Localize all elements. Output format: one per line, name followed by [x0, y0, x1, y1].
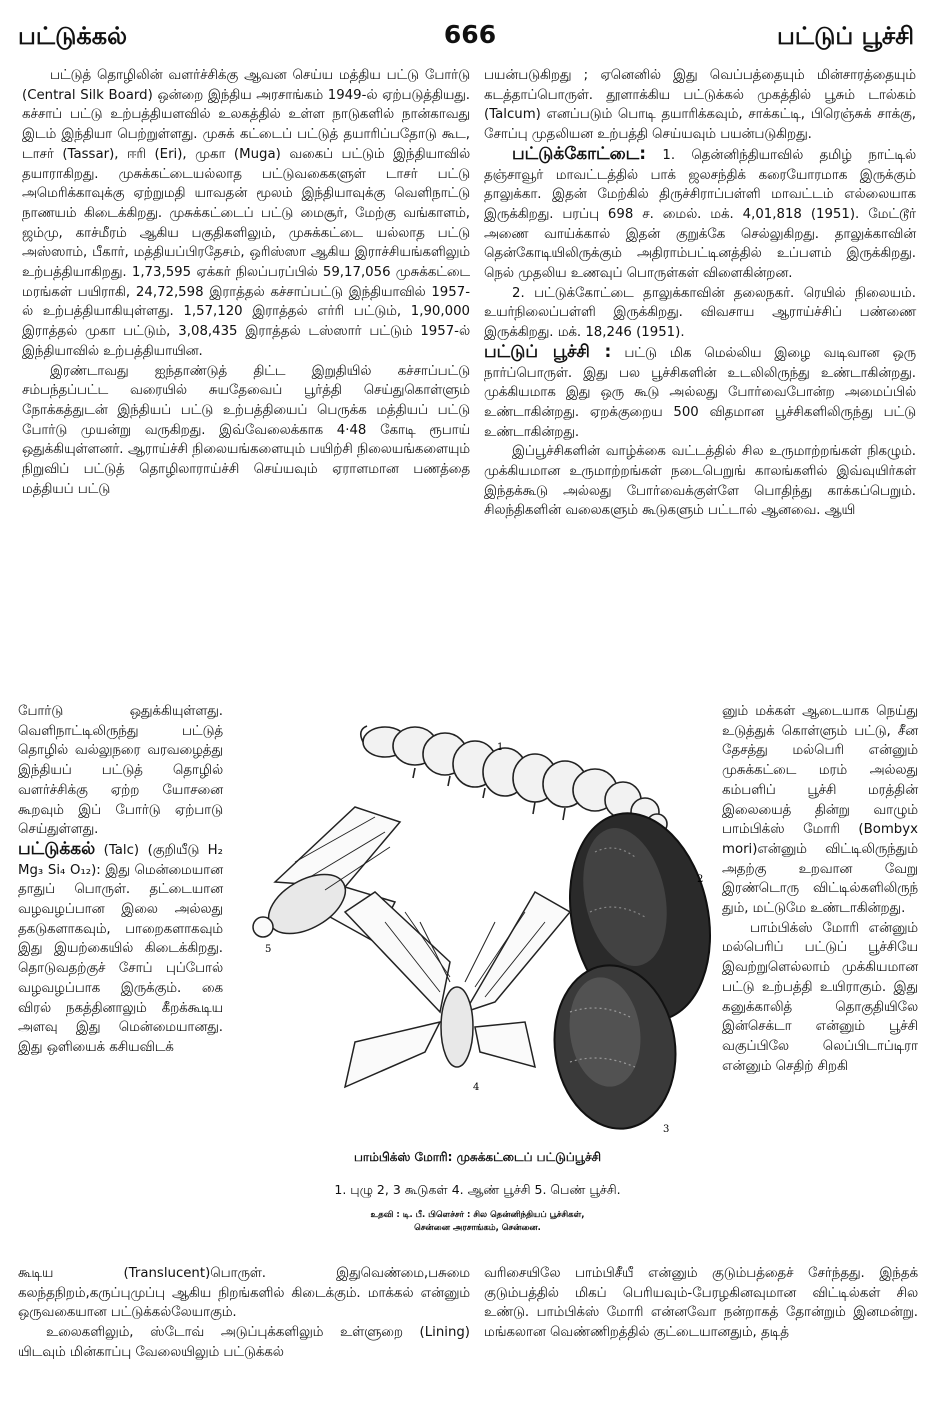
silkworm-body: பட்டு மிக மெல்லிய இழை வடிவான ஒரு நார்ப்பொருள். இது பல பூச்சிகளின் உடலிலிருந்து உண்டாகின்றது. முக்கியமாக இது ஒரு கூடு அல்லது போர்வைபோன்ற அமைப்பில் உண்டாகின்றது. ஏறக்குறைய 500 விதமான பூச்சிகளிலிருந்து பட்டு உண்டாகின்றது.: [484, 345, 917, 440]
figure-label-4: 4: [473, 1082, 480, 1093]
bombyx-continuation: வரிசையிலே பாம்பிசீயீ என்னும் குடும்பத்தைச் சேர்ந்தது. இந்தக் குடும்பத்தில் மிகப் பெரியவும்-பேரழகினவுமான விட்டில்கள் சில உண்டு. பாம்பிக்ஸ் மோரி என்னவோ நன்றாகத் தோன்றும் இனமன்று. மங்கலான வெண்ணிறத்தில் குட்டையானதும், தடித்: [484, 1266, 918, 1341]
column-left-bottom: [18, 1264, 470, 1363]
column-right-top: [484, 66, 916, 521]
column-right-middle: [722, 702, 918, 1076]
figure-label-3: 3: [663, 1124, 670, 1135]
male-moth-drawing: [345, 892, 570, 1087]
pattukkottai-town: 2. பட்டுக்கோட்டை தாலுக்காவின் தலைநகர். ரெயில் நிலையம். உயர்நிலைப்பள்ளி இருக்கிறது. விவசாய ஆராய்ச்சிப் பண்ணை இருக்கிறது. மக். 18,246 (1951).: [484, 285, 916, 341]
pattukkottai-headword: பட்டுக்கோட்டை:: [512, 143, 646, 164]
caption-legend: 1. புழு 2, 3 கூடுகள் 4. ஆண் பூச்சி 5. பெண் பூச்சி.: [334, 1182, 621, 1197]
talc-headword: பட்டுக்கல்: [18, 838, 96, 859]
talc-entry: [18, 840, 223, 1058]
talc-continuation: கூடிய (Translucent)பொருள். இதுவெண்மை,பசுமை கலந்தநிறம்,கருப்புமுப்பு ஆகிய நிறங்களில் கிடைக்கும். மாக்கல் என்னும் ஒருவகையான பட்டுக்கல்லேயாகும்.: [18, 1266, 470, 1321]
silkworm-illustration: [235, 712, 720, 1137]
silk-board-continuation: போர்டு ஒதுக்கியுள்ளது. வெளிநாட்டிலிருந்து பட்டுத் தொழில் வல்லுநரை வரவழைத்து இந்தியப் பட்டுத் தொழில் வளர்ச்சிக்கு ஏற்ற யோசனை கூறவும் இப் போர்டு ஏற்பாடு செய்துள்ளது.: [18, 704, 223, 838]
pattukkottai-body: 1. தென்னிந்தியாவில் தமிழ் நாட்டில் தஞ்சாவூர் மாவட்டத்தில் பாக் ஜலசந்திக் கரையோரமாக இருக்கும் தாலுக்கா. இதன் மேற்கில் திருச்சிராப்பள்ளி மாவட்டம் எல்லையாக இருக்கிறது. பரப்பு 698 ச. மைல். மக். 4,01,818 (1951). மேட்டூர் அணை வாய்க்கால் இதன் குறுக்கே செல்லுகிறது. தாலுக்காவின் தென்கோடியிலிருக்கும் அதிராம்பட்டினத்தில் உப்பளம் இருக்கிறது. நெல் முதலிய உணவுப் பொருள்கள் விளைகின்றன.: [484, 147, 916, 282]
page-number: 666: [443, 20, 497, 49]
column-left-top: [22, 66, 470, 499]
silkworm-entry: [484, 343, 916, 443]
caption-title: பாம்பிக்ஸ் மோரி: முசுக்கட்டைப் பட்டுப்பூச்சி: [354, 1150, 601, 1164]
talc-body: (Talc) (குறியீடு H₂ Mg₃ Si₄ O₁₂): இது மென்மையான தாதுப் பொருள். தட்டையான வழவழப்பான இலை அல்லது தகடுகளாகவும், பாறைகளாகவும் இது இயற்கையில் கிடைக்கிறது. தொடுவதற்குச் சோப் புப்போல் வழவழப்பாக இருக்கும். கை விரல் நகத்தினாலும் கீறக்கூடிய அளவு இது மென்மையானது. இது ஒளியைக் கசியவிடக்: [18, 842, 223, 1055]
five-year-plan-paragraph: இரண்டாவது ஐந்தாண்டுத் திட்ட இறுதியில் கச்சாப்பட்டு சம்பந்தப்பட்ட வரையில் சுயதேவைப் பூர்த்தி செய்துகொள்ளும் நோக்கத்துடன் இந்தியப் பட்டு உற்பத்தியைப் பெருக்க மத்தியப் பட்டு போர்டு முயன்று வருகிறது. இவ்வேலைக்காக 4·48 கோடி ரூபாய் ஒதுக்கியுள்ளனர். ஆராய்ச்சி நிலையங்களையும் பயிற்சி நிலையங்களையும் நிறுவிப் பட்டுத் தொழிலாராய்ச்சி செய்யவும் ஏராளமான பணத்தை மத்தியப் பட்டு: [22, 363, 470, 497]
silk-board-paragraph: பட்டுத் தொழிலின் வளர்ச்சிக்கு ஆவன செய்ய மத்திய பட்டு போர்டு (Central Silk Board) ஒன்றை இந்திய அரசாங்கம் 1949-ல் ஏற்படுத்தியது. கச்சாப் பட்டு உற்பத்தியளவில் உலகத்தில் உள்ள நாடுகளில் நான்காவது இடம் இந்தியா பெற்றுள்ளது. முசுக் கட்டைப் பட்டுத் தயாரிப்பதோடு கூட, டாசர் (Tassar), ஈரி (Eri), முகா (Muga) வகைப் பட்டும் இந்தியாவில் தயாராகிறது. முசுக்கட்டையல்லாத பட்டுவகைகளுள் டாசர் பட்டு அமெரிக்காவுக்கு ஏற்றுமதி யாவதன் மூலம் இந்தியாவுக்கு வெளிநாட்டு நாணயம் கிடைக்கிறது. முசுக்கட்டைப் பட்டு மைசூர், மேற்கு வங்காளம், ஜம்மு, காச்மீரம் ஆகிய பகுதிகளிலும், முசுக்கட்டை யல்லாத பட்டு அஸ்ஸாம், பீகார், மத்தியப்பிரதேசம், ஒரிஸ்ஸா ஆகிய இராச்சியங்களிலும் உற்பத்தியாகிறது. 1,73,595 ஏக்கர் நிலப்பரப்பில் 59,17,056 முசுக்கட்டை மரங்கள் பயிராகி, 24,72,598 இராத்தல் கச்சாப்பட்டு இந்தியாவில் 1957-ல் உற்பத்தியாகியுள்ளது. 1,57,120 இராத்தல் எர்ரி பட்டும், 1,90,000 இராத்தல் முகா பட்டும், 3,08,435 இராத்தல் டஸ்ஸார் பட்டும் 1957-ல் இந்தியாவில் உற்பத்தியாயின.: [22, 68, 470, 359]
talc-uses-continuation: பயன்படுகிறது ; ஏனெனில் இது வெப்பத்தையும் மின்சாரத்தையும் கடத்தாப்பொருள். தூளாக்கிய பட்டுக்கல் முகத்தில் பூசும் டால்கம் (Talcum) எனப்படும் பொடி தயாரிக்கவும், சாக்கட்டி, பிரெஞ்சுக் சாக்கு, சோப்பு முதலியன உற்பத்தி செய்யவும் பயன்படுகிறது.: [484, 68, 916, 143]
silkworm-headword: பட்டுப் பூச்சி :: [484, 341, 612, 362]
talc-uses: உலைகளிலும், ஸ்டோவ் அடுப்புக்களிலும் உள்ளுறை (Lining) யிடவும் மின்காப்பு வேலையிலும் பட்டுக்கல்: [18, 1325, 470, 1360]
pattukkottai-entry: [484, 145, 916, 284]
caption-credit-line-2: சென்னை அரசாங்கம், சென்னை.: [414, 1223, 541, 1233]
running-head-right: பட்டுப் பூச்சி: [777, 22, 914, 50]
figure-caption: [235, 1150, 720, 1235]
bombyx-classification: பாம்பிக்ஸ் மோரி என்னும் மல்பெரிப் பட்டுப் பூச்சியே இவற்றுளெல்லாம் முக்கியமான பட்டு உற்பத்தி உயிராகும். இது கனுக்காலித் தொகுதியிலே இன்செக்டா என்னும் பூச்சி வகுப்பிலே லெப்பிடாப்டிரா என்னும் செதிற் சிறகி: [722, 920, 918, 1074]
caption-credit: [235, 1209, 720, 1235]
bombyx-paragraph: னும் மக்கள் ஆடையாக நெய்து உடுத்துக் கொள்ளும் பட்டு, சீன தேசத்து மல்பெரி என்னும் முசுக்கட்டை மரம் அல்லது கம்பளிப் பூச்சி மரத்தின் இலையைத் தின்று வாழும் பாம்பிக்ஸ் மோரி (Bombyx mori)என்னும் விட்டிலிருந்தும் அதற்கு உறவான வேறு இரண்டொரு விட்டில்களிலிருந் தும், மட்டுமே உண்டாகின்றது.: [722, 704, 918, 917]
silkworm-lifecycle: இப்பூச்சிகளின் வாழ்க்கை வட்டத்தில் சில உருமாற்றங்கள் நிகழும். முக்கியமான உருமாற்றங்கள் நடைபெறுங் காலங்களில் இவ்வுயிர்கள் இந்தக்கூடு அல்லது போர்வைக்குள்ளே பொதிந்து காக்கப்பெறும். சிலந்திகளின் வலைகளும் கூடுகளும் பட்டால் ஆனவை. ஆயி: [484, 444, 916, 519]
caption-credit-line-1: உதவி : டி. பீ. பிளெச்சர் : சில தென்னிந்தியப் பூச்சிகள்,: [370, 1210, 585, 1220]
column-right-bottom: [484, 1264, 918, 1343]
figure-label-5: 5: [265, 944, 272, 955]
column-left-middle: [18, 702, 223, 1058]
figure-label-2: 2: [697, 874, 704, 885]
running-head-left: பட்டுக்கல்: [18, 22, 128, 50]
figure-label-1: 1: [497, 742, 504, 753]
